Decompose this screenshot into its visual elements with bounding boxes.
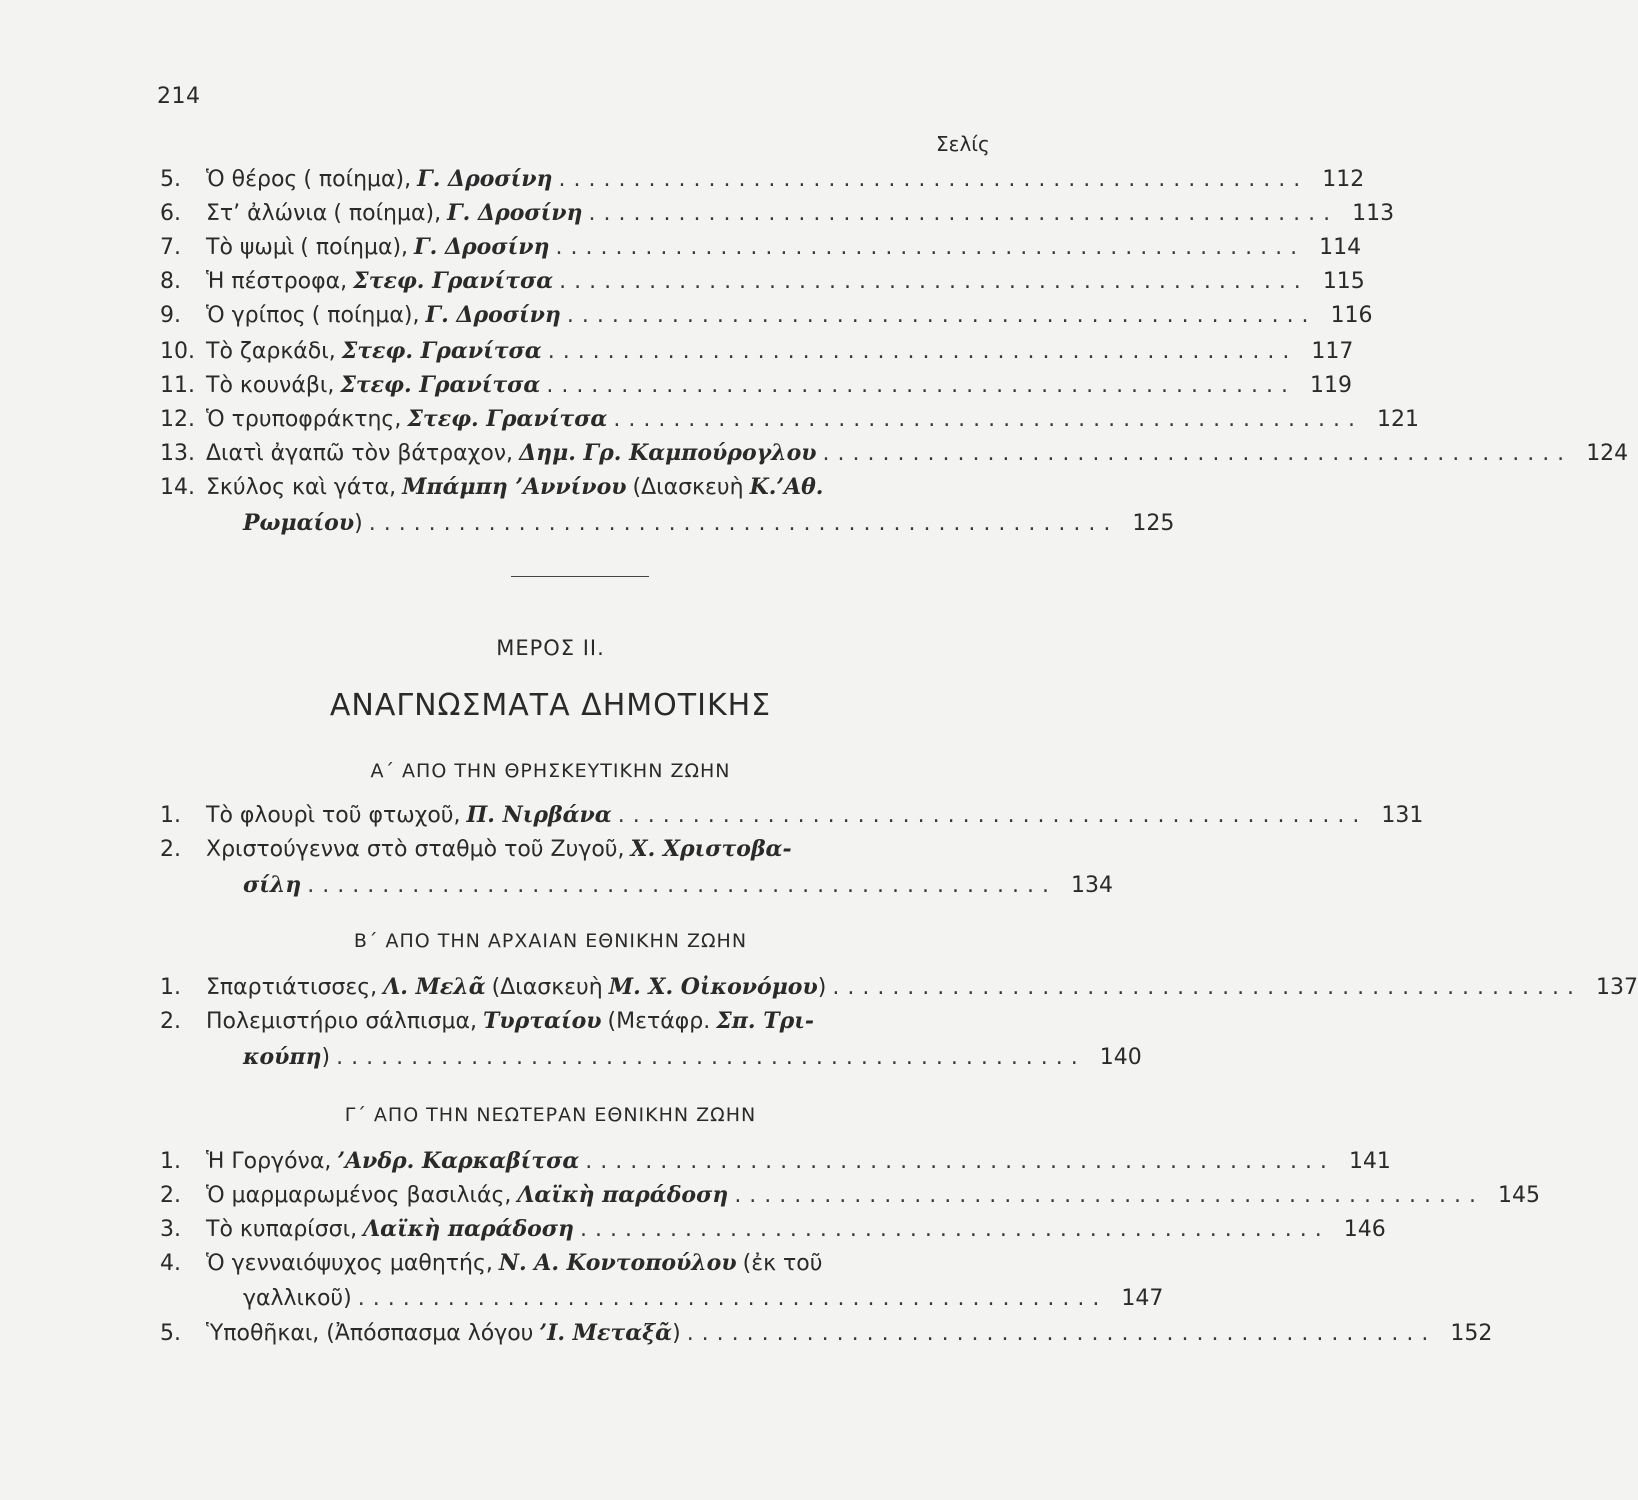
entry-page: 131 — [1381, 803, 1424, 828]
entry-number: 13. — [160, 441, 195, 466]
entry-page: 116 — [1330, 303, 1373, 328]
entry-author: Στεφ. Γρανίτσα — [340, 372, 541, 398]
entry-note: ( ποίημα), — [333, 201, 442, 226]
entry-title: Στ’ ἀλώνια — [206, 201, 328, 226]
entry-title: Τὸ ψωμὶ — [206, 235, 295, 260]
toc-entry — [160, 436, 1629, 470]
leader-dots: .................................................. — [585, 1149, 1335, 1174]
entry-title: Ὁ γρίπος — [206, 303, 306, 328]
entry-page: 121 — [1377, 407, 1420, 432]
entry-number: 6. — [160, 201, 181, 226]
section-title-c: Γ΄ ΑΠΟ ΤΗΝ ΝΕΩΤΕΡΑΝ ΕΘΝΙΚΗΝ ΖΩΗΝ — [344, 1104, 757, 1126]
toc-entry — [160, 798, 1424, 832]
leader-dots: .................................................. — [832, 975, 1583, 1000]
entry-author: Γ. Δροσίνη — [425, 302, 561, 328]
entry-title: Τὸ φλουρὶ τοῦ φτωχοῦ, — [206, 803, 461, 828]
toc-entry — [160, 1316, 1493, 1350]
entry-author: Γ. Δροσίνη — [417, 166, 553, 192]
entry-page: 146 — [1343, 1217, 1386, 1242]
entry-suffix: ) — [672, 1321, 681, 1346]
toc-entry — [160, 1178, 1540, 1212]
entry-page: 115 — [1322, 269, 1365, 294]
section-divider — [511, 576, 649, 577]
entry-author: Λαϊκὴ παράδοση — [363, 1216, 575, 1242]
entry-author: Γ. Δροσίνη — [447, 200, 583, 226]
entry-author: ’Ανδρ. Καρκαβίτσα — [337, 1148, 580, 1174]
leader-dots: .................................................. — [368, 511, 1119, 536]
entry-title: Σπαρτιάτισσες, — [206, 975, 378, 1000]
entry-number: 2. — [160, 837, 181, 862]
entry-title: Ἡ Γοργόνα, — [206, 1149, 332, 1174]
entry-title: Ὁ τρυποφράκτης, — [206, 407, 402, 432]
entry-author: Ρωμαίου — [243, 510, 355, 536]
entry-title: Τὸ κουνάβι, — [206, 373, 335, 398]
toc-entry — [160, 334, 1354, 368]
leader-dots: .................................................. — [613, 407, 1364, 432]
entry-note: (Διασκευὴ — [491, 975, 603, 1000]
entry-number: 1. — [160, 1149, 181, 1174]
entry-author: σίλη — [243, 872, 302, 898]
part-title: ΑΝΑΓΝΩΣΜΑΤΑ ΔΗΜΟΤΙΚΗΣ — [329, 688, 772, 723]
toc-entry-continuation — [243, 1040, 1142, 1074]
entry-number: 8. — [160, 269, 181, 294]
entry-title: Ὁ γενναιόψυχος μαθητής, — [206, 1251, 493, 1276]
page-number: 214 — [157, 84, 201, 109]
entry-note: ( ποίημα), — [300, 235, 409, 260]
entry-page: 114 — [1319, 235, 1362, 260]
toc-entry — [160, 1212, 1386, 1246]
entry-suffix: ) — [817, 975, 827, 1000]
toc-entry — [160, 368, 1352, 402]
entry-number: 3. — [160, 1217, 181, 1242]
page-column-header: Σελίς — [936, 132, 990, 156]
entry-note: ( ποίημα), — [311, 303, 420, 328]
toc-entry — [160, 470, 996, 504]
entry-page: 141 — [1348, 1149, 1391, 1174]
entry-author: Μπάμπη ’Αννίνου — [402, 474, 627, 500]
entry-title: Τὸ ζαρκάδι, — [206, 339, 336, 364]
toc-entry — [160, 230, 1362, 264]
entry-number: 1. — [160, 803, 181, 828]
entry-number: 10. — [160, 339, 195, 364]
leader-dots: .................................................. — [580, 1217, 1330, 1242]
toc-entry — [160, 1246, 996, 1280]
entry-title: Τὸ κυπαρίσσι, — [206, 1217, 358, 1242]
entry-number: 5. — [160, 167, 181, 192]
leader-dots: .................................................. — [588, 201, 1339, 226]
toc-entry — [160, 162, 1365, 196]
entry-author-secondary: Κ.’Αθ. — [749, 474, 824, 500]
entry-author: Γ. Δροσίνη — [414, 234, 550, 260]
toc-entry — [160, 970, 1638, 1004]
entry-suffix: ) — [354, 511, 363, 536]
entry-number: 11. — [160, 373, 195, 398]
toc-entry — [160, 402, 1420, 436]
entry-number: 12. — [160, 407, 195, 432]
section-title-a: Α΄ ΑΠΟ ΤΗΝ ΘΡΗΣΚΕΥΤΙΚΗΝ ΖΩΗΝ — [370, 760, 731, 782]
entry-page: 137 — [1596, 975, 1638, 1000]
entry-number: 5. — [160, 1321, 181, 1346]
entry-note: (Μετάφρ. — [607, 1009, 711, 1034]
entry-number: 14. — [160, 475, 195, 500]
part-label: ΜΕΡΟΣ ΙΙ. — [496, 636, 605, 660]
entry-title: Χριστούγεννα στὸ σταθμὸ τοῦ Ζυγοῦ, — [206, 837, 625, 862]
entry-number: 1. — [160, 975, 181, 1000]
toc-entry — [160, 1144, 1391, 1178]
entry-number: 7. — [160, 235, 181, 260]
leader-dots: .................................................. — [357, 1286, 1108, 1311]
entry-author: ’Ι. Μεταξᾶ — [539, 1320, 673, 1346]
leader-dots: .................................................. — [566, 303, 1317, 328]
entry-author: Τυρταίου — [482, 1008, 602, 1034]
toc-entry — [160, 196, 1395, 230]
leader-dots: .................................................. — [617, 803, 1368, 828]
entry-title: Ὁ μαρμαρωμένος βασιλιάς, — [206, 1183, 512, 1208]
entry-page: 117 — [1311, 339, 1354, 364]
entry-author: Δημ. Γρ. Καμπούρογλου — [519, 440, 817, 466]
entry-author: Στεφ. Γρανίτσα — [353, 268, 554, 294]
entry-author: Λαϊκὴ παράδοση — [517, 1182, 729, 1208]
leader-dots: .................................................. — [558, 167, 1309, 192]
leader-dots: .................................................. — [546, 373, 1296, 398]
toc-entry-continuation — [243, 1282, 1164, 1316]
entry-page: 113 — [1352, 201, 1395, 226]
entry-page: 147 — [1121, 1286, 1164, 1311]
toc-entry-continuation — [243, 506, 1175, 540]
toc-entry — [160, 298, 1373, 332]
leader-dots: .................................................. — [559, 269, 1309, 294]
leader-dots: .................................................. — [336, 1045, 1086, 1070]
entry-author: Π. Νιρβάνα — [466, 802, 612, 828]
entry-page: 112 — [1322, 167, 1365, 192]
entry-page: 152 — [1450, 1321, 1493, 1346]
entry-author: Ν. Α. Κοντοπούλου — [498, 1250, 737, 1276]
entry-author: κούπη — [243, 1044, 322, 1070]
leader-dots: .................................................. — [555, 235, 1306, 260]
entry-author: Λ. Μελᾶ — [383, 974, 486, 1000]
entry-author: Χ. Χριστοβα- — [630, 836, 792, 862]
entry-author: Στεφ. Γρανίτσα — [407, 406, 608, 432]
entry-author-secondary: Μ. Χ. Οἰκονόμου — [608, 974, 818, 1000]
entry-title: Πολεμιστήριο σάλπισμα, — [206, 1009, 477, 1034]
section-title-b: Β΄ ΑΠΟ ΤΗΝ ΑΡΧΑΙΑΝ ΕΘΝΙΚΗΝ ΖΩΗΝ — [353, 930, 748, 952]
entry-number: 2. — [160, 1009, 181, 1034]
entry-page: 134 — [1070, 873, 1113, 898]
entry-suffix: ) — [321, 1045, 331, 1070]
toc-entry — [160, 264, 1365, 298]
entry-number: 2. — [160, 1183, 181, 1208]
entry-page: 140 — [1099, 1045, 1142, 1070]
entry-page: 119 — [1310, 373, 1352, 398]
entry-number: 9. — [160, 303, 181, 328]
toc-entry-continuation — [243, 868, 1113, 902]
leader-dots: .................................................. — [734, 1183, 1484, 1208]
entry-note: ( ποίημα), — [303, 167, 412, 192]
leader-dots: .................................................. — [686, 1321, 1437, 1346]
entry-page: 125 — [1132, 511, 1175, 536]
entry-title: Ἡ πέστροφα, — [206, 269, 348, 294]
entry-author: Στεφ. Γρανίτσα — [341, 338, 542, 364]
entry-title: Ὑποθῆκαι, (Ἀπόσπασμα λόγου — [206, 1321, 534, 1346]
entry-note: (ἐκ τοῦ — [742, 1251, 823, 1276]
leader-dots: .................................................. — [822, 441, 1573, 466]
entry-note: (Διασκευὴ — [632, 475, 744, 500]
leader-dots: .................................................. — [307, 873, 1057, 898]
entry-title: γαλλικοῦ) — [243, 1286, 352, 1311]
entry-number: 4. — [160, 1251, 181, 1276]
toc-entry — [160, 832, 996, 866]
entry-title: Διατὶ ἀγαπῶ τὸν βάτραχον, — [206, 441, 514, 466]
entry-page: 145 — [1497, 1183, 1540, 1208]
entry-title: Ὁ θέρος — [206, 167, 298, 192]
leader-dots: .................................................. — [547, 339, 1298, 364]
entry-page: 124 — [1586, 441, 1629, 466]
toc-entry — [160, 1004, 996, 1038]
entry-author-secondary: Σπ. Τρι- — [716, 1008, 814, 1034]
entry-title: Σκύλος καὶ γάτα, — [206, 475, 397, 500]
